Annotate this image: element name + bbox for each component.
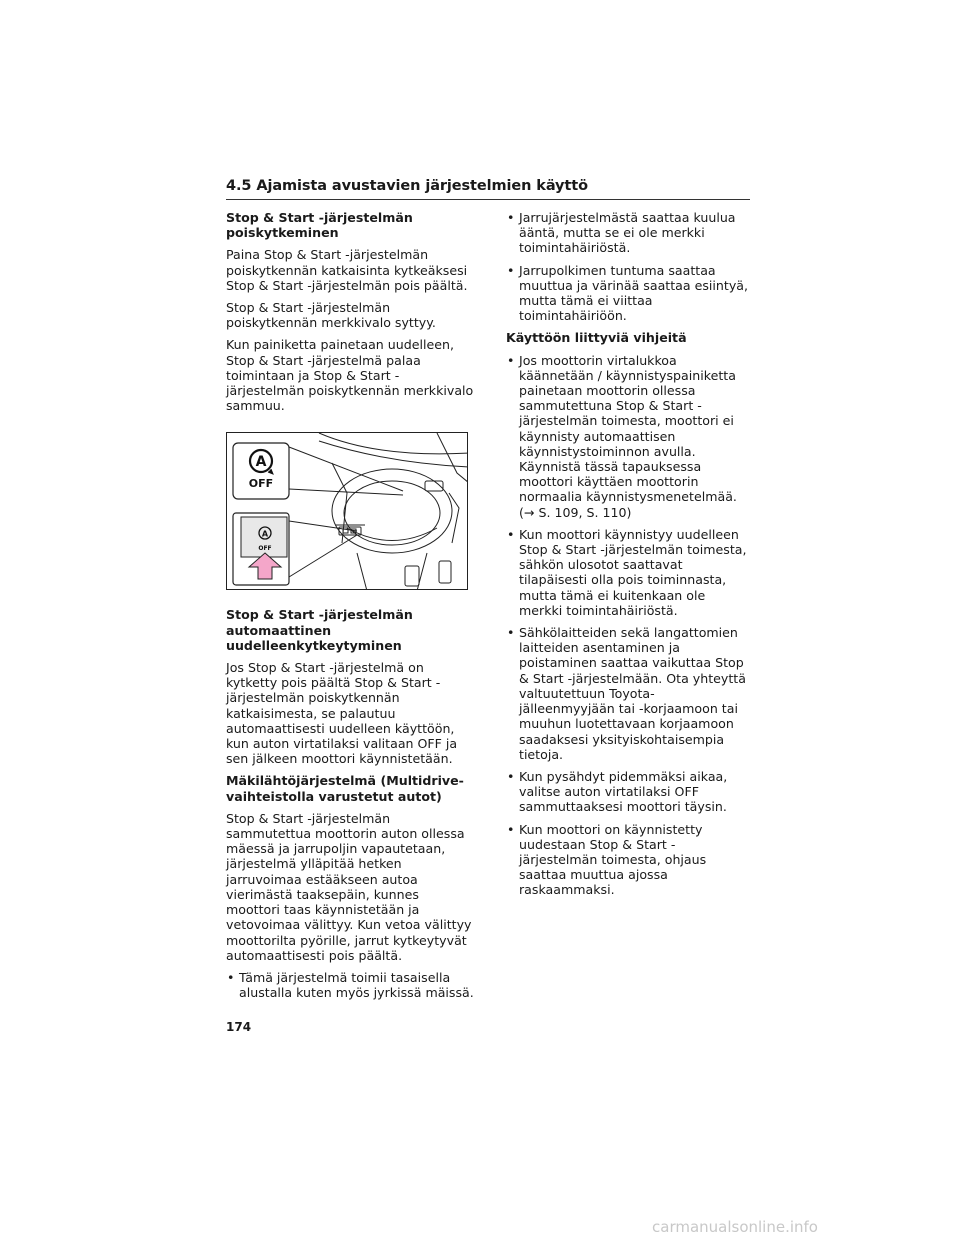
paragraph: Stop & Start -järjestelmän sammutettua moottorin auton ollessa mäessä ja jarrupoljin vapautetaan, järjestelmä ylläpitää hetken jarruvoimaa estääkseen autoa vierimästä taaksepäin, kunnes moottori taas käynnistetään ja vetovoimaa välittyy. Kun vetoa välittyy moottorilta pyörille, jarrut kytkeytyvät automaattisesti pois päältä. [226, 810, 472, 963]
watermark: carmanualsonline.info [652, 1218, 818, 1236]
list-item: • Sähkölaitteiden sekä langattomien laitteiden asentaminen ja poistaminen saattaa vaikuttaa Stop & Start -järjestelmään. Ota yhteyttä valtuutettuun Toyota-jälleenmyyjään tai -korjaamoon tai muuhun luotettavaan korjaamoon saadaksesi yksityiskohtaisempia tietoja. [507, 625, 746, 762]
heading-usage-tips: Käyttöön liittyviä vihjeitä [506, 330, 687, 346]
page-number: 174 [226, 1020, 252, 1034]
paragraph: Paina Stop & Start -järjestelmän poiskytkennän katkaisinta kytkeäksesi Stop & Start -järjestelmän pois päältä. [226, 247, 468, 293]
paragraph: Jos Stop & Start -järjestelmä on kytketty pois päältä Stop & Start -järjestelmän poiskytkennän katkaisimesta, se palautuu automaattisesti uudelleen käyttöön, kun auton virtatilaksi valitaan OFF ja sen jälkeen moottori käynnistetään. [226, 660, 458, 767]
heading-stop-start-off: Stop & Start -järjestelmän poiskytkeminen [226, 210, 413, 241]
section-header: 4.5 Ajamista avustavien järjestelmien käyttö [226, 178, 750, 200]
list-item: • Kun moottori on käynnistetty uudestaan Stop & Start -järjestelmän toimesta, ohjaus saattaa muuttua ajossa raskaammaksi. [507, 821, 707, 898]
paragraph: Stop & Start -järjestelmän poiskytkennän merkkivalo syttyy. [226, 300, 436, 331]
heading-hill-start: Mäkilähtöjärjestelmä (Multidrive-vaihteistolla varustetut autot) [226, 773, 464, 804]
stop-start-switch-figure [226, 432, 468, 590]
off-label: OFF [248, 477, 274, 491]
svg-text:A: A [261, 529, 269, 539]
list-item: • Jarrupolkimen tuntuma saattaa muuttua ja värinää saattaa esiintyä, mutta tämä ei viittaa toimintahäiriöön. [507, 262, 749, 324]
list-item: • Kun moottori käynnistyy uudelleen Stop & Start -järjestelmän toimesta, sähkön ulosotot saattavat tilapäisesti olla pois toiminnasta, mutta tämä ei kuitenkaan ole merkki toimintahäiriöstä. [507, 526, 747, 618]
off-label-small: OFF [258, 545, 272, 553]
left-column [226, 210, 476, 1007]
svg-text:A: A [255, 454, 267, 471]
list-item: • Jos moottorin virtalukkoa käännetään / käynnistyspainiketta painetaan moottorin ollessa sammutettuna Stop & Start -järjestelmän toimesta, moottori ei käynnisty automaattisen käynnistystoiminnon avulla. Käynnistä tässä tapauksessa moottori käyttäen moottorin normaalia käynnistysmenetelmää. (→ S. 109, S. 110) [507, 352, 737, 520]
dashboard-illustration [227, 433, 468, 590]
list-item: • Jarrujärjestelmästä saattaa kuulua ääntä, mutta se ei ole merkki toimintahäiriöstä. [507, 210, 736, 256]
right-column [506, 210, 750, 905]
paragraph: Kun painiketta painetaan uudelleen, Stop & Start -järjestelmä palaa toimintaan ja Stop & Start -järjestelmän poiskytkennän merkkivalo sammuu. [226, 337, 474, 414]
list-item: • Tämä järjestelmä toimii tasaisella alustalla kuten myös jyrkissä mäissä. [227, 969, 474, 1001]
heading-auto-reactivation: Stop & Start -järjestelmän automaattinen uudelleenkytkeytyminen [226, 607, 413, 653]
list-item: • Kun pysähdyt pidemmäksi aikaa, valitse auton virtatilaksi OFF sammuttaaksesi moottori täysin. [507, 768, 728, 815]
